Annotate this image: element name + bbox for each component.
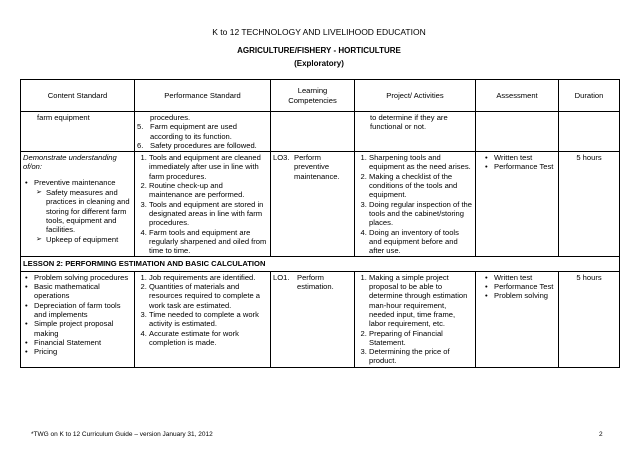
list-item: • Pricing bbox=[34, 347, 132, 356]
competency-number: LO3. bbox=[273, 153, 290, 163]
project-cell: to determine if they are functional or not. bbox=[355, 112, 476, 152]
list-item: 2. Making a checklist of the conditions of the tools and equipment. bbox=[369, 172, 473, 200]
performance-cell bbox=[135, 112, 271, 152]
table-row bbox=[21, 112, 620, 152]
competency-cell bbox=[271, 112, 355, 152]
project-list bbox=[357, 273, 473, 366]
col-header-duration: Duration bbox=[559, 80, 620, 112]
performance-list bbox=[137, 153, 268, 255]
content-cell bbox=[21, 152, 135, 257]
lesson-row bbox=[21, 257, 620, 271]
list-item: • Performance Test bbox=[494, 162, 556, 171]
list-item: 1. Tools and equipment are cleaned immediately after use in line with farm procedures. bbox=[149, 153, 268, 181]
list-item: 4. Accurate estimate for work completion is made. bbox=[149, 329, 268, 348]
assessment-cell bbox=[476, 112, 559, 152]
list-item: • Problem solving procedures bbox=[34, 273, 132, 282]
col-header-assessment: Assessment bbox=[476, 80, 559, 112]
list-item: 3. Determining the price of product. bbox=[369, 347, 473, 366]
list-item: 1. Sharpening tools and equipment as the need arises. bbox=[369, 153, 473, 172]
competency-item bbox=[273, 273, 352, 292]
sub-list bbox=[34, 188, 132, 244]
content-cell: farm equipment bbox=[21, 112, 135, 152]
list-item: • Written test bbox=[494, 153, 556, 162]
table-row bbox=[21, 152, 620, 257]
performance-cell bbox=[135, 152, 271, 257]
document-title: K to 12 TECHNOLOGY AND LIVELIHOOD EDUCATION bbox=[212, 27, 426, 37]
curriculum-table bbox=[20, 79, 620, 368]
item-text: Preventive maintenance bbox=[34, 177, 116, 187]
list-item: 3. Doing regular inspection of the tools and the cabinet/storing places. bbox=[369, 200, 473, 228]
performance-cell bbox=[135, 271, 271, 367]
content-intro: of/on: bbox=[23, 162, 42, 172]
list-item: • Basic mathematical operations bbox=[34, 282, 132, 301]
project-cell bbox=[355, 152, 476, 257]
content-cell bbox=[21, 271, 135, 367]
table-row bbox=[21, 271, 620, 367]
item-number: 5. bbox=[137, 122, 144, 132]
list-item: procedures. bbox=[150, 113, 191, 122]
competency-text: Perform preventive maintenance. bbox=[294, 153, 340, 181]
list-item: • Simple project proposal making bbox=[34, 319, 132, 338]
item-text: Farm equipment are used according to its function. bbox=[150, 122, 237, 141]
document-subtitle: AGRICULTURE/FISHERY - HORTICULTURE bbox=[237, 46, 401, 55]
list-item: • Problem solving bbox=[494, 291, 556, 300]
item-number: 6. bbox=[137, 140, 144, 150]
content-list bbox=[23, 273, 132, 357]
list-item bbox=[137, 122, 268, 141]
competency-cell bbox=[271, 271, 355, 367]
list-item bbox=[34, 178, 132, 244]
competency-text: Perform estimation. bbox=[297, 272, 334, 292]
list-item: • Financial Statement bbox=[34, 338, 132, 347]
list-item: 3. Time needed to complete a work activity is estimated. bbox=[149, 310, 268, 329]
duration-cell: 5 hours bbox=[559, 271, 620, 367]
performance-list bbox=[137, 273, 268, 347]
list-item: • Performance Test bbox=[494, 282, 556, 291]
sub-item: ➢ Upkeep of equipment bbox=[46, 235, 132, 244]
page-number: 2 bbox=[599, 431, 603, 438]
list-item: 1. Job requirements are identified. bbox=[149, 273, 268, 282]
list-item: 4. Doing an inventory of tools and equipment before and after use. bbox=[369, 228, 473, 256]
table-header-row bbox=[21, 80, 620, 112]
assessment-cell bbox=[476, 271, 559, 367]
col-header-performance-standard: Performance Standard bbox=[135, 80, 271, 112]
sub-item: ➢ Safety measures and practices in cleaning and storing for different farm tools, equipment and facilities. bbox=[46, 188, 132, 234]
project-list bbox=[357, 153, 473, 255]
content-list bbox=[23, 178, 132, 244]
content-intro: Demonstrate understanding bbox=[23, 153, 117, 163]
duration-cell: 5 hours bbox=[559, 152, 620, 257]
list-item: 3. Tools and equipment are stored in designated areas in line with farm procedures. bbox=[149, 200, 268, 228]
list-item: 4. Farm tools and equipment are regularly sharpened and oiled from time to time. bbox=[149, 228, 268, 256]
list-item: • Written test bbox=[494, 273, 556, 282]
col-header-content-standard: Content Standard bbox=[21, 80, 135, 112]
competency-item bbox=[273, 153, 352, 181]
list-item: 1. Making a simple project proposal to be able to determine through estimation man-hour requirement, needed input, time frame, labor requirement, etc. bbox=[369, 273, 473, 329]
list-item: 2. Quantities of materials and resources required to complete a work task are estimated. bbox=[149, 282, 268, 310]
assessment-list bbox=[478, 153, 556, 172]
project-cell bbox=[355, 271, 476, 367]
assessment-cell bbox=[476, 152, 559, 257]
list-item: • Depreciation of farm tools and implements bbox=[34, 301, 132, 320]
course-type: (Exploratory) bbox=[294, 59, 344, 68]
competency-number: LO1. bbox=[273, 272, 290, 282]
duration-cell bbox=[559, 112, 620, 152]
list-item: 2. Preparing of Financial Statement. bbox=[369, 329, 473, 348]
lesson-title: LESSON 2: PERFORMING ESTIMATION AND BASIC CALCULATION bbox=[21, 257, 620, 271]
footer-note: *TWG on K to 12 Curriculum Guide – version January 31, 2012 bbox=[31, 431, 213, 438]
assessment-list bbox=[478, 273, 556, 301]
item-text: Safety procedures are followed. bbox=[150, 140, 257, 150]
col-header-project-activities: Project/ Activities bbox=[355, 80, 476, 112]
col-header-learning-competencies: Learning Competencies bbox=[271, 80, 355, 112]
list-item: 2. Routine check-up and maintenance are performed. bbox=[149, 181, 268, 200]
competency-cell bbox=[271, 152, 355, 257]
list-item bbox=[137, 141, 268, 150]
